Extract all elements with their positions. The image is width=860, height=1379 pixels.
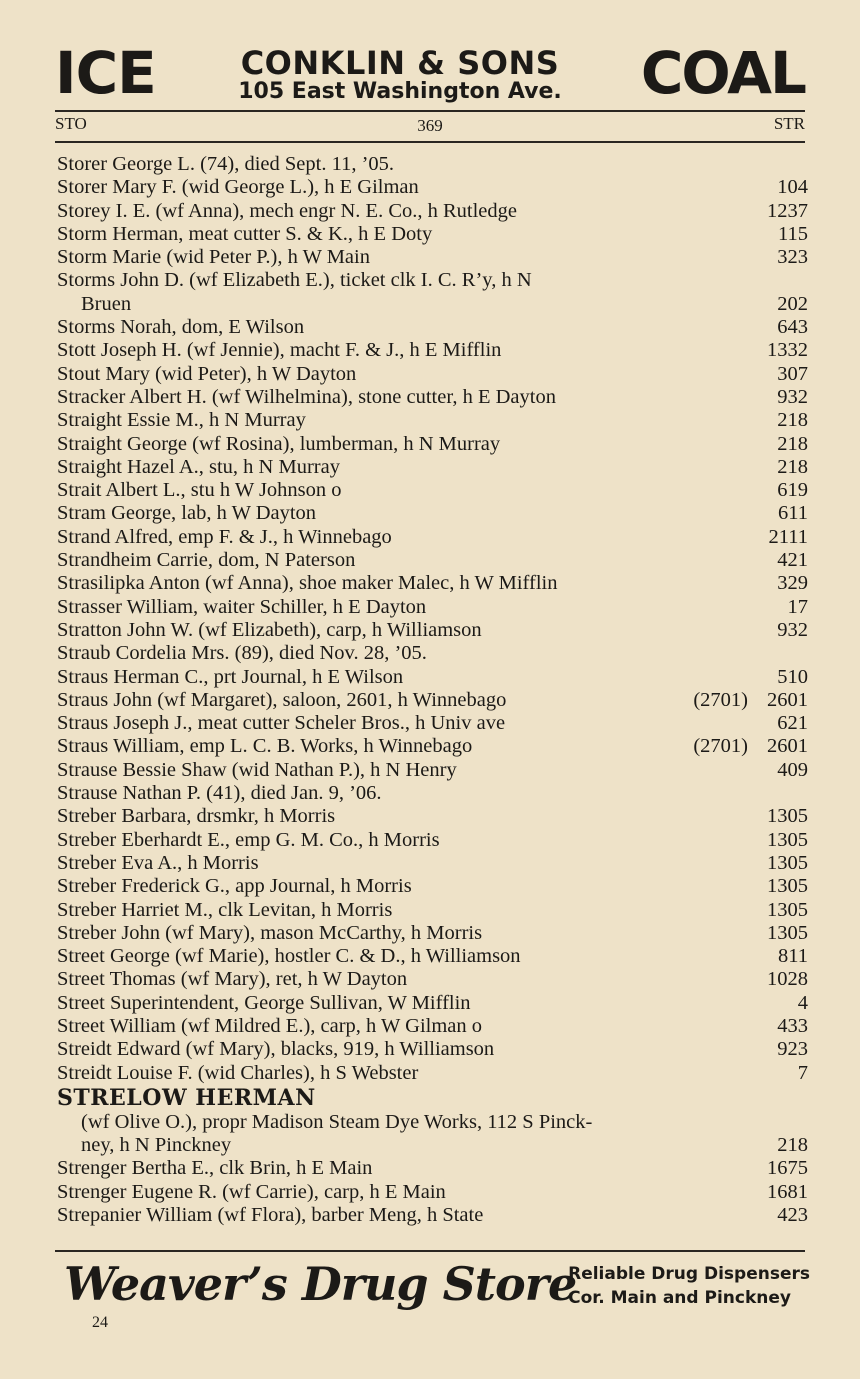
- entry-text: (wf Olive O.), propr Madison Steam Dye Works, 112 S Pinck-: [81, 1110, 593, 1133]
- entry-text: Strenger Bertha E., clk Brin, h E Main: [57, 1157, 373, 1180]
- entry-text: Stracker Albert H. (wf Wilhelmina), stone cutter, h E Dayton: [57, 385, 556, 408]
- footer-rule: [55, 1250, 805, 1252]
- entry-house-number: 1305: [767, 875, 808, 898]
- entry-house-number: 1305: [767, 898, 808, 921]
- entry-house-number: 329: [777, 572, 808, 595]
- entry-house-number: 17: [787, 595, 808, 618]
- entry-house-number: 218: [777, 455, 808, 478]
- entry-text: Strenger Eugene R. (wf Carrie), carp, h E Main: [57, 1180, 446, 1203]
- entry-house-number: 202: [777, 292, 808, 315]
- entry-text: Streber Eva A., h Morris: [57, 851, 259, 874]
- entry-house-number: 1237: [767, 199, 808, 222]
- directory-entry: [57, 1038, 808, 1061]
- directory-entry: [57, 386, 808, 409]
- entry-text: Storer George L. (74), died Sept. 11, ’05.: [57, 153, 395, 175]
- entry-house-number: 421: [777, 549, 808, 572]
- entry-house-number: 218: [777, 409, 808, 432]
- directory-entry: [57, 409, 808, 432]
- directory-entry: [57, 735, 808, 758]
- entry-house-number: 1305: [767, 828, 808, 851]
- entry-house-number: 619: [777, 479, 808, 502]
- entry-house-number: 323: [777, 246, 808, 269]
- entry-house-number: 104: [777, 176, 808, 199]
- entry-house-number: 218: [777, 432, 808, 455]
- directory-entry: [57, 712, 808, 735]
- entry-house-number: 932: [777, 385, 808, 408]
- entry-text: Straus Herman C., prt Journal, h E Wilson: [57, 665, 404, 688]
- directory-entry: [57, 1181, 808, 1204]
- entry-house-number: 1305: [767, 851, 808, 874]
- header-advertisement: [55, 40, 805, 110]
- feature-entry-detail: [57, 1111, 808, 1134]
- directory-entry: [57, 689, 808, 712]
- entry-house-number: 2111: [768, 525, 808, 548]
- entry-house-number: 621: [777, 712, 808, 735]
- entry-old-number: (2701): [693, 688, 748, 711]
- directory-entry: [57, 153, 808, 176]
- directory-entry: [57, 479, 808, 502]
- directory-entry: [57, 433, 808, 456]
- entry-house-number: 218: [777, 1134, 808, 1157]
- running-head-left: STO: [55, 114, 87, 133]
- entry-house-number: 4: [797, 991, 808, 1014]
- directory-entry: [57, 572, 808, 595]
- entry-text: Streber John (wf Mary), mason McCarthy, h Morris: [57, 921, 483, 944]
- entry-text: Strand Alfred, emp F. & J., h Winnebago: [57, 525, 392, 548]
- entry-house-number: 1305: [767, 805, 808, 828]
- directory-entry: [57, 805, 808, 828]
- entry-house-number: 1332: [767, 339, 808, 362]
- entry-text: Stott Joseph H. (wf Jennie), macht F. & J., h E Mifflin: [57, 339, 502, 362]
- directory-entries: [57, 153, 808, 1227]
- entry-text: Storey I. E. (wf Anna), mech engr N. E. Co., h Rutledge: [57, 199, 518, 222]
- entry-text: Street George (wf Marie), hostler C. & D., h Williamson: [57, 945, 521, 968]
- entry-text: Streber Frederick G., app Journal, h Morris: [57, 875, 412, 898]
- directory-entry: [57, 945, 808, 968]
- entry-text: Stram George, lab, h W Dayton: [57, 502, 317, 525]
- entry-house-number: 1675: [767, 1157, 808, 1180]
- directory-entry: [57, 829, 808, 852]
- entry-text: Strait Albert L., stu h W Johnson o: [57, 479, 342, 502]
- entry-text: Streber Eberhardt E., emp G. M. Co., h Morris: [57, 828, 440, 851]
- feature-entry-detail: [57, 1134, 808, 1157]
- directory-entry: [57, 246, 808, 269]
- directory-entry: [57, 502, 808, 525]
- directory-entry: [57, 992, 808, 1015]
- entry-text: Storm Marie (wid Peter P.), h W Main: [57, 246, 370, 269]
- ad-company-name: CONKLIN & SONS: [240, 44, 560, 82]
- ad-tagline-line2: Cor. Main and Pinckney: [568, 1288, 791, 1308]
- entry-text: Bruen: [81, 292, 132, 315]
- entry-house-number: 433: [777, 1014, 808, 1037]
- entry-house-number: 611: [778, 502, 808, 525]
- entry-text: Straight Essie M., h N Murray: [57, 409, 306, 432]
- entry-text: Storms John D. (wf Elizabeth E.), ticket clk I. C. R’y, h N: [57, 269, 532, 292]
- entry-text: Straight Hazel A., stu, h N Murray: [57, 455, 340, 478]
- entry-house-number: 811: [778, 945, 808, 968]
- directory-entry: [57, 363, 808, 386]
- header-rule: [55, 110, 805, 112]
- entry-text: Straub Cordelia Mrs. (89), died Nov. 28, ’05.: [57, 642, 427, 665]
- entry-text: Streidt Louise F. (wid Charles), h S Webster: [57, 1061, 419, 1084]
- entry-house-number: 423: [777, 1204, 808, 1227]
- directory-entry: [57, 875, 808, 898]
- entry-house-number: 643: [777, 316, 808, 339]
- entry-text: Straus John (wf Margaret), saloon, 2601, h Winnebago: [57, 688, 507, 711]
- running-head-right: STR: [773, 114, 805, 133]
- ad-center-block: [215, 46, 585, 104]
- ad-store-name: Weaver’s Drug Store: [64, 1257, 577, 1311]
- entry-text: Streidt Edward (wf Mary), blacks, 919, h Williamson: [57, 1038, 495, 1061]
- directory-entry: [57, 526, 808, 549]
- entry-house-number: 1681: [767, 1180, 808, 1203]
- directory-entry: [57, 456, 808, 479]
- entry-text: Street Thomas (wf Mary), ret, h W Dayton: [57, 968, 408, 991]
- entry-text: Straus William, emp L. C. B. Works, h Winnebago: [57, 735, 473, 758]
- directory-entry: [57, 1204, 808, 1227]
- page-folio: 369: [417, 116, 443, 135]
- entry-text: ney, h N Pinckney: [81, 1134, 232, 1157]
- entry-text: Storms Norah, dom, E Wilson: [57, 316, 305, 339]
- running-head-rule: [55, 141, 805, 143]
- ad-right-word: COAL: [640, 39, 805, 107]
- entry-text: Streber Harriet M., clk Levitan, h Morris: [57, 898, 393, 921]
- directory-entry: [57, 968, 808, 991]
- entry-house-number: 7: [797, 1061, 808, 1084]
- entry-text: Storm Herman, meat cutter S. & K., h E Doty: [57, 222, 433, 245]
- entry-text: Stratton John W. (wf Elizabeth), carp, h Williamson: [57, 618, 482, 641]
- directory-entry: [57, 549, 808, 572]
- directory-entry: [57, 339, 808, 362]
- directory-entry: [57, 666, 808, 689]
- directory-entry: [57, 316, 808, 339]
- ad-address: 105 East Washington Ave.: [238, 79, 562, 104]
- entry-text: Strause Bessie Shaw (wid Nathan P.), h N Henry: [57, 758, 457, 781]
- entry-text: Stout Mary (wid Peter), h W Dayton: [57, 362, 357, 385]
- running-head: [55, 114, 805, 138]
- entry-text: Street Superintendent, George Sullivan, W Mifflin: [57, 991, 471, 1014]
- footer-advertisement: [60, 1256, 810, 1316]
- directory-entry: [57, 642, 808, 665]
- entry-house-number: 307: [777, 362, 808, 385]
- entry-text: Straight George (wf Rosina), lumberman, h N Murray: [57, 432, 501, 455]
- entry-house-number: 1028: [767, 968, 808, 991]
- feature-entry-name: STRELOW HERMAN: [57, 1084, 316, 1111]
- directory-entry: [57, 269, 808, 292]
- entry-text: Strasser William, waiter Schiller, h E Dayton: [57, 595, 427, 618]
- entry-house-number: 409: [777, 758, 808, 781]
- entry-house-number: 1305: [767, 921, 808, 944]
- directory-entry: [57, 899, 808, 922]
- entry-house-number: 2601: [767, 735, 808, 758]
- ad-left-word: ICE: [55, 39, 156, 107]
- directory-entry: [57, 782, 808, 805]
- directory-entry: [57, 176, 808, 199]
- directory-entry: [57, 596, 808, 619]
- entry-house-number: 115: [778, 222, 808, 245]
- entry-text: Strause Nathan P. (41), died Jan. 9, ’06.: [57, 782, 382, 805]
- entry-house-number: 923: [777, 1038, 808, 1061]
- directory-entry: [57, 1157, 808, 1180]
- entry-old-number: (2701): [693, 735, 748, 758]
- directory-entry: [57, 852, 808, 875]
- entry-house-number: 932: [777, 618, 808, 641]
- directory-entry: [57, 759, 808, 782]
- entry-text: Strepanier William (wf Flora), barber Meng, h State: [57, 1204, 484, 1227]
- entry-text: Storer Mary F. (wid George L.), h E Gilman: [57, 176, 419, 199]
- directory-entry: [57, 1062, 808, 1085]
- directory-entry: [57, 200, 808, 223]
- entry-text: Straus Joseph J., meat cutter Scheler Bros., h Univ ave: [57, 712, 506, 735]
- directory-entry: [57, 619, 808, 642]
- directory-entry: [57, 223, 808, 246]
- directory-entry: [57, 293, 808, 316]
- entry-text: Strasilipka Anton (wf Anna), shoe maker Malec, h W Mifflin: [57, 572, 558, 595]
- ad-tagline: [568, 1262, 810, 1310]
- entry-text: Strandheim Carrie, dom, N Paterson: [57, 549, 356, 572]
- entry-house-number: 2601: [767, 688, 808, 711]
- ad-tagline-line1: Reliable Drug Dispensers: [568, 1264, 810, 1284]
- entry-house-number: 510: [777, 665, 808, 688]
- directory-entry: [57, 922, 808, 945]
- page-number: 24: [92, 1314, 108, 1331]
- directory-entry: [57, 1015, 808, 1038]
- entry-text: Street William (wf Mildred E.), carp, h W Gilman o: [57, 1014, 483, 1037]
- entry-text: Streber Barbara, drsmkr, h Morris: [57, 805, 336, 828]
